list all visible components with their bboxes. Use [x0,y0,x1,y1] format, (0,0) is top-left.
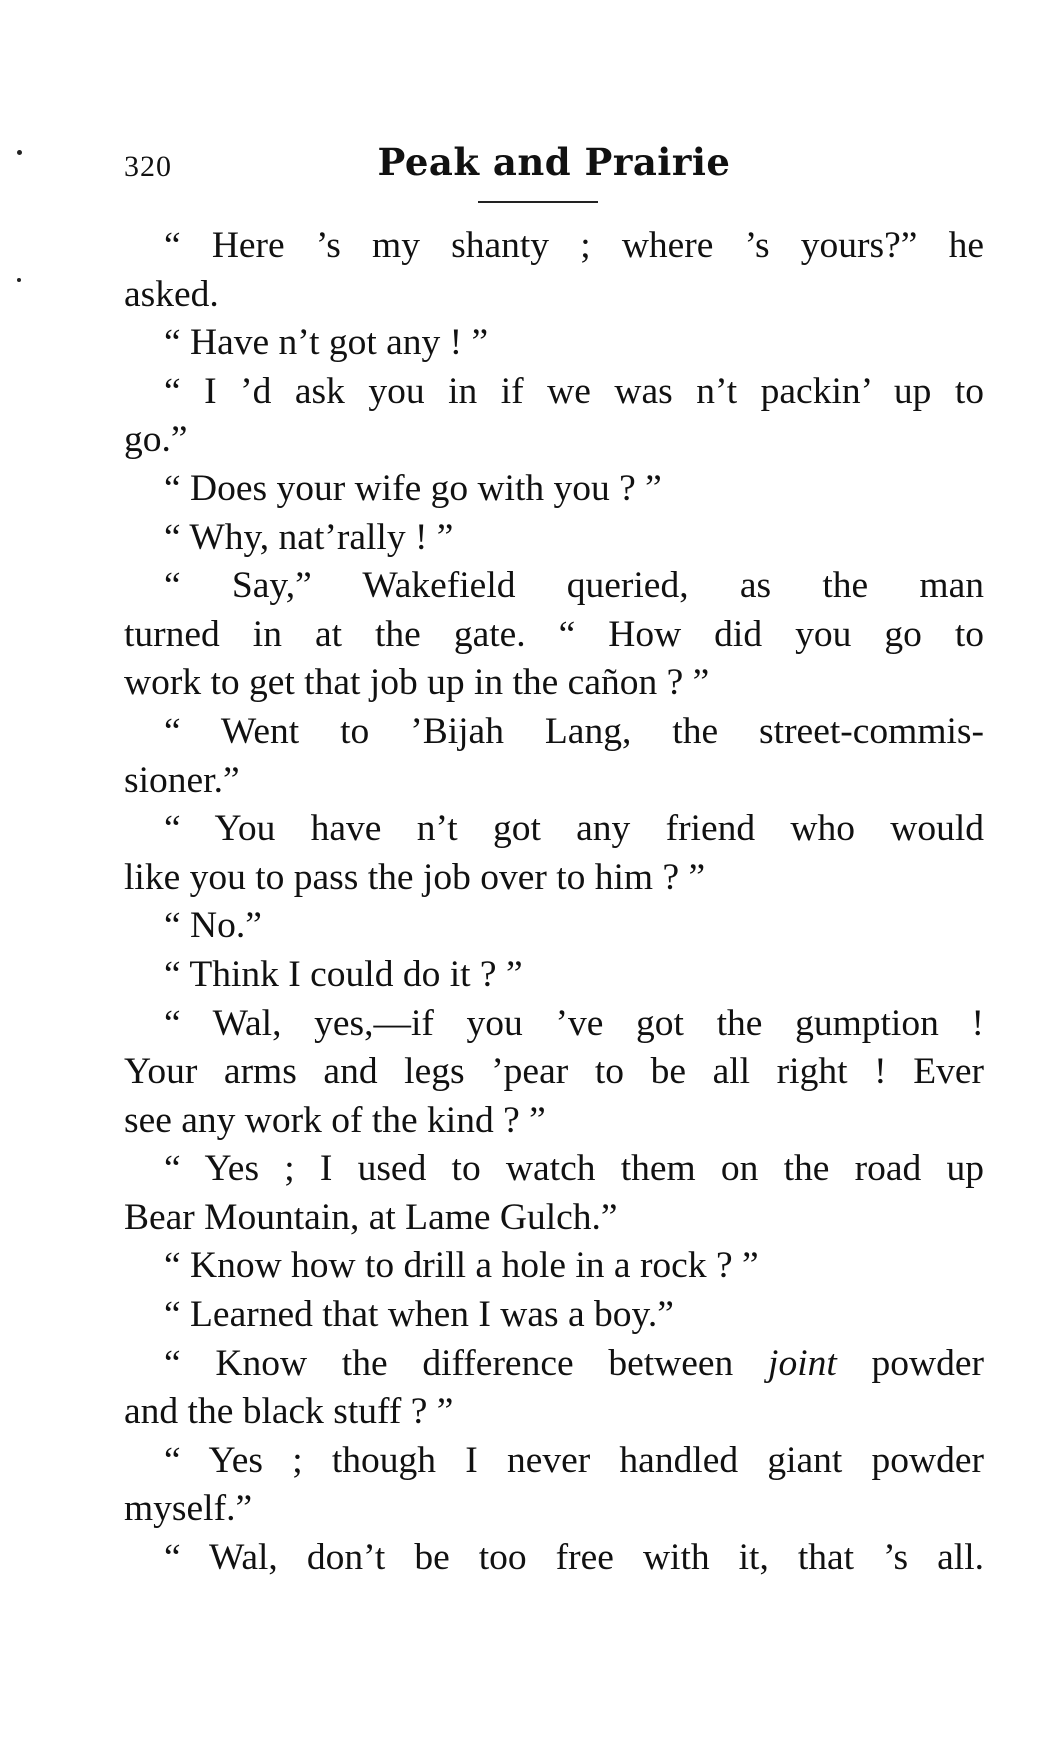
text-line: go.” [124,419,188,461]
text-line: “ I ’d ask you in if we was n’t packin’ up to [164,370,984,412]
margin-speck-mark [17,278,21,282]
text-line: and the black stuff ? ” [124,1391,454,1433]
page-number: 320 [124,150,172,183]
text-line: “ Wal, don’t be too free with it, that ’s all. [164,1537,984,1579]
italic-word: joint [768,1342,837,1384]
text-line: “ Does your wife go with you ? ” [164,467,662,509]
text-line [124,1340,984,1389]
text-line: myself.” [124,1488,253,1530]
text-line: asked. [124,273,219,315]
text-line: Your arms and legs ’pear to be all right ! Ever [124,1051,984,1093]
running-title: Peak and Prairie [377,140,731,184]
text-line: “ Here ’s my shanty ; where ’s yours?” he [164,225,984,266]
text-line: “ You have n’t got any friend who would [164,808,984,850]
text-line: turned in at the gate. “ How did you go to [124,613,984,655]
text-line: Bear Mountain, at Lame Gulch.” [124,1196,618,1238]
text-line: “ Learned that when I was a boy.” [164,1294,674,1336]
text-line: “ Have n’t got any ! ” [164,322,489,364]
text-line: “ Went to ’Bijah Lang, the street-commis- [164,710,984,752]
text-line: sioner.” [124,759,240,801]
text-line: see any work of the kind ? ” [124,1099,546,1141]
text-line: work to get that job up in the cañon ? ” [124,662,710,704]
text-line: “ Say,” Wakefield queried, as the man [164,565,984,607]
text-line-segment: “ Know the difference between [164,1342,769,1384]
header-rule [478,201,598,203]
body-text [124,222,984,1583]
text-line: “ No.” [164,905,262,947]
margin-speck-mark [17,150,22,155]
text-line: “ Wal, yes,—if you ’ve got the gumption ! [164,1002,984,1044]
text-line: like you to pass the job over to him ? ” [124,856,706,898]
page-header [124,140,984,190]
text-line: “ Yes ; though I never handled giant powder [164,1439,984,1481]
text-line: “ Know how to drill a hole in a rock ? ” [164,1245,759,1287]
text-line-segment: powder [836,1342,984,1384]
text-line: “ Why, nat’rally ! ” [164,516,454,558]
text-line: “ Yes ; I used to watch them on the road up [164,1148,984,1190]
text-line: “ Think I could do it ? ” [164,953,523,995]
